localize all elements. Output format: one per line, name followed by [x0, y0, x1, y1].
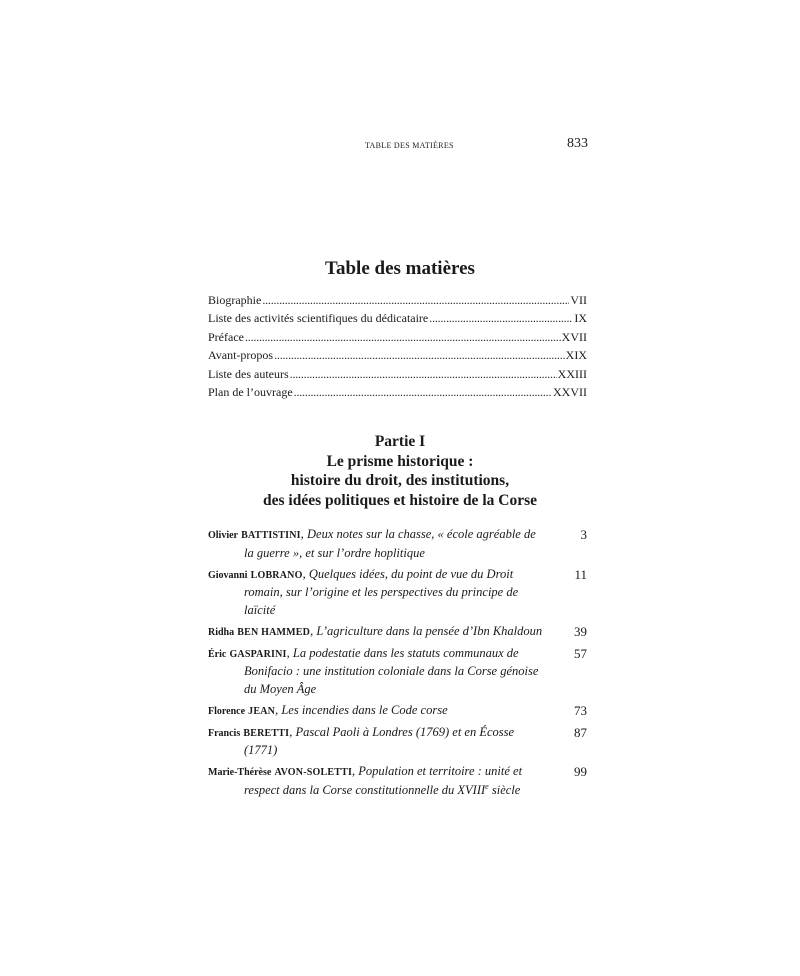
chapter-entry[interactable]: [208, 724, 587, 760]
entry-text: Ridha BEN HAMMED, L’agriculture dans la pensée d’Ibn Khaldoun: [208, 623, 543, 638]
author-given-name: Ridha: [208, 626, 235, 638]
chapter-title: Quelques idées, du point de vue du Droit romain, sur l’origine et les perspectives du principe de laïcité: [244, 566, 519, 617]
dot-leader: [245, 330, 561, 345]
entry-text: Éric GASPARINI, La podestatie dans les statuts communaux de Bonifacio : une institution coloniale dans la Corse génoise du Moyen Âge: [208, 645, 539, 696]
entry-text: Marie-Thérèse AVON-SOLETTI, Population et territoire : unité et respect dans la Corse constitutionnelle du XVIIIe siècle: [208, 764, 523, 797]
chapter-page: 11: [574, 566, 587, 582]
dot-leader: [274, 348, 565, 363]
author: [208, 624, 310, 638]
chapter-entry[interactable]: [208, 566, 587, 620]
author: [208, 646, 287, 660]
chapter-page: 87: [574, 724, 587, 740]
dot-leader: [290, 367, 557, 382]
chapter-title: La podestatie dans les statuts communaux de Bonifacio : une institution coloniale dans la Corse génoise du Moyen Âge: [244, 645, 539, 696]
part-heading: [0, 432, 800, 510]
author-family-name: BATTISTINI: [241, 530, 301, 541]
front-matter-list: [208, 293, 587, 403]
author: [208, 527, 301, 541]
author-given-name: Giovanni: [208, 569, 248, 581]
entry-text: Francis BERETTI, Pascal Paoli à Londres (1769) et en Écosse (1771): [208, 724, 515, 757]
part-title-line: histoire du droit, des institutions,: [290, 472, 510, 489]
author-family-name: AVON-SOLETTI: [274, 767, 353, 778]
author-family-name: JEAN: [248, 705, 276, 717]
chapter-title: L’agriculture dans la pensée d’Ibn Khaldoun: [316, 623, 543, 638]
chapter-title-suffix: siècle: [488, 782, 521, 797]
dot-leader: [262, 293, 569, 308]
page-number: 833: [567, 136, 588, 151]
part-title-line: Le prisme historique :: [326, 452, 474, 470]
author-family-name: LOBRANO: [250, 569, 303, 581]
chapter-list: [208, 526, 587, 803]
toc-row[interactable]: [208, 348, 587, 366]
chapter-entry[interactable]: [208, 526, 587, 562]
part-label: Partie I: [374, 433, 426, 450]
chapter-entry[interactable]: [208, 702, 587, 721]
superscript: e: [485, 781, 489, 791]
page-title: Table des matières: [325, 258, 475, 279]
entry-text: Giovanni LOBRANO, Quelques idées, du point de vue du Droit romain, sur l’origine et les perspectives du principe de laïcité: [208, 566, 519, 617]
chapter-title: Les incendies dans le Code corse: [281, 702, 448, 717]
author-given-name: Éric: [208, 648, 227, 660]
chapter-title: Pascal Paoli à Londres (1769) et en Écosse (1771): [244, 724, 515, 757]
toc-row[interactable]: [208, 311, 587, 329]
entry-text: Florence JEAN, Les incendies dans le Code corse: [208, 702, 448, 717]
chapter-title-text: Population et territoire : unité et respect dans la Corse constitutionnelle du XVIII: [244, 764, 523, 797]
toc-page: VII: [570, 293, 587, 307]
toc-label: Plan de l’ouvrage: [208, 384, 293, 399]
toc-page: XXVII: [553, 384, 587, 399]
author-given-name: Olivier: [208, 530, 238, 541]
toc-label: Biographie: [208, 293, 262, 307]
chapter-page: 39: [574, 623, 587, 639]
author-given-name: Florence: [208, 705, 246, 717]
chapter-page: 3: [580, 527, 587, 542]
toc-page: XIX: [565, 348, 587, 363]
author-family-name: BERETTI: [243, 727, 290, 739]
part-title-line: des idées politiques et histoire de la Corse: [263, 491, 537, 509]
author-given-name: Francis: [208, 727, 241, 739]
toc-row[interactable]: [208, 293, 587, 311]
dot-leader: [429, 311, 573, 326]
chapter-page: 57: [574, 645, 587, 661]
toc-row[interactable]: [208, 385, 587, 403]
chapter-title: Deux notes sur la chasse, « école agréable de la guerre », et sur l’ordre hoplitique: [244, 527, 536, 560]
chapter-entry[interactable]: [208, 623, 587, 642]
author-family-name: BEN HAMMED: [237, 626, 311, 638]
running-header: [208, 138, 588, 158]
toc-page: XVII: [561, 329, 587, 344]
toc-page: IX: [574, 311, 587, 326]
toc-row[interactable]: [208, 367, 587, 385]
toc-page: XXIII: [557, 366, 587, 381]
toc-label: Liste des activités scientifiques du dédicataire: [208, 311, 429, 326]
chapter-entry[interactable]: [208, 645, 587, 699]
author-given-name: Marie-Thérèse: [208, 767, 272, 778]
entry-text: Olivier BATTISTINI, Deux notes sur la chasse, « école agréable de la guerre », et sur l’ordre hoplitique: [208, 527, 536, 560]
author: [208, 567, 303, 581]
author: [208, 703, 275, 717]
dot-leader: [294, 385, 552, 400]
running-title: TABLE DES MATIÈRES: [365, 141, 454, 150]
toc-label: Liste des auteurs: [208, 366, 289, 381]
chapter-page: 73: [574, 702, 587, 718]
toc-row[interactable]: [208, 330, 587, 348]
chapter-entry[interactable]: [208, 763, 587, 799]
chapter-page: 99: [574, 764, 587, 779]
author-family-name: GASPARINI: [229, 648, 287, 660]
toc-label: Préface: [208, 329, 244, 344]
author: [208, 725, 289, 739]
toc-label: Avant-propos: [208, 348, 274, 363]
author: [208, 764, 352, 778]
